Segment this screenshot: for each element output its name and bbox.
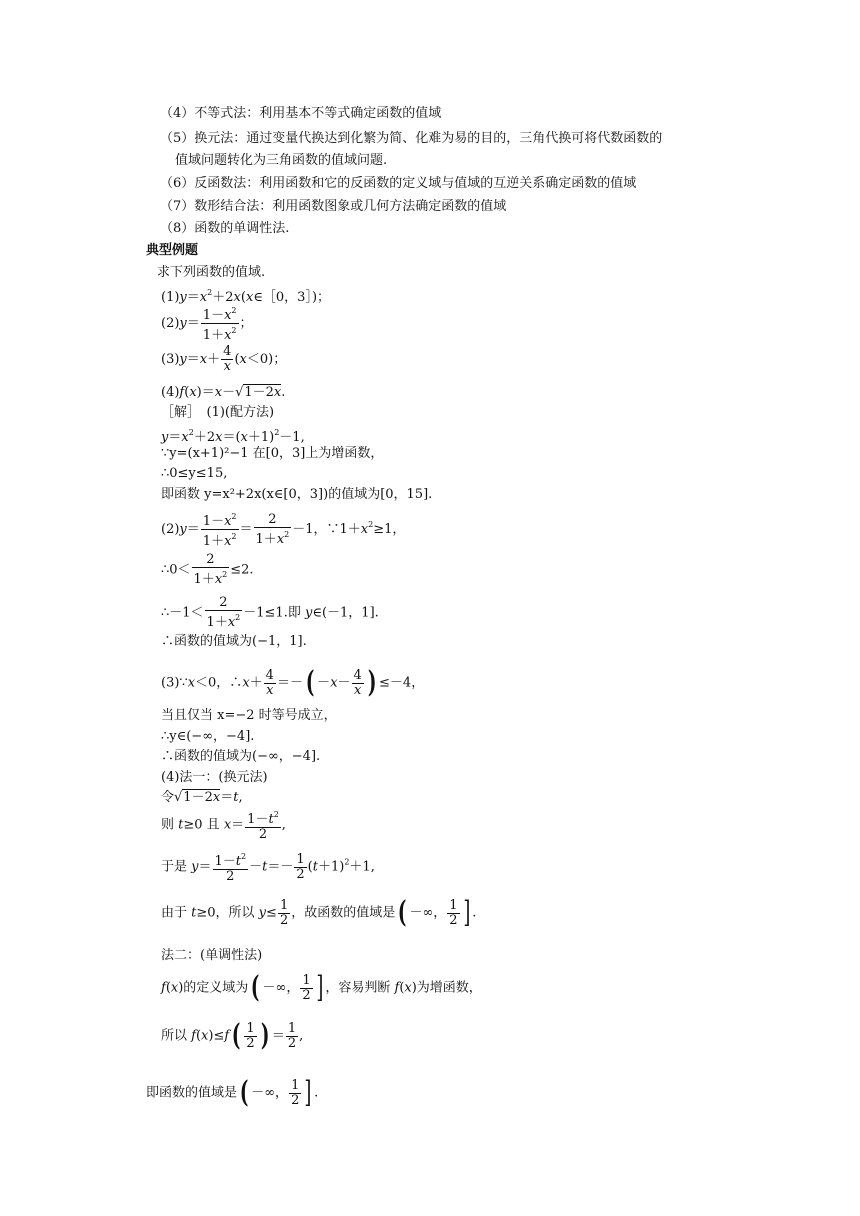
method-1-line1: 令√1－2x＝t,	[161, 790, 243, 805]
solution-1-line4: 即函数 y=x²+2x(x∈[0，3])的值域为[0，15].	[161, 487, 433, 502]
method-5-cont: 值域问题转化为三角函数的值域问题.	[175, 153, 388, 168]
method-5: （5）换元法：通过变量代换达到化繁为简、化难为易的目的，三角代换可将代数函数的	[160, 131, 663, 146]
method-1-line3: 于是 y＝ $\frac{1-t^2}{2}$ －t＝－ $\frac{1}{2}$ $(t+1)^2+1$,	[161, 851, 375, 884]
problem-3: (3)y＝x＋ $\frac{4}{x}$ (x＜0)；	[161, 344, 287, 374]
solution-1-line3: ∴0≤y≤15,	[161, 466, 228, 481]
solution-3-line1: (3)∵x＜0，∴x＋ $\frac{4}{x}$ ＝－( －x－ $\frac{4}{x}$ ) ≤－4，	[161, 665, 425, 700]
solution-3-line2: 当且仅当 x=−2 时等号成立，	[161, 708, 337, 723]
method-2-line1: f(x)的定义域为( －∞， $\frac{1}{2}$ ] ，容易判断 f(x)为增函数，	[161, 970, 482, 1005]
method-1-header: (4)法一：(换元法)	[161, 770, 268, 785]
solution-1-line2: ∵y=(x+1)²−1 在[0，3]上为增函数，	[161, 446, 384, 461]
method-4: （4）不等式法：利用基本不等式确定函数的值域	[160, 106, 442, 121]
method-7: （7）数形结合法：利用函数图象或几何方法确定函数的值域	[160, 199, 507, 214]
solution-2-line4: ∴函数的值域为(−1，1].	[161, 634, 307, 649]
solution-2-line1: (2)y＝ $\frac{1-x^2}{1+x^2}$ ＝ $\frac{2}{1+x^2}$ －1，$\because 1+x^2\ge 1$，	[161, 511, 406, 549]
solution-2-line2: ∴0＜ $\frac{2}{1+x^2}$ ≤2.	[161, 552, 254, 587]
problem-intro: 求下列函数的值域.	[157, 265, 266, 280]
problem-4: (4)f(x)＝x－√1－2x.	[161, 385, 286, 400]
solution-header: ［解］ (1)(配方法)	[161, 405, 275, 420]
solution-3-line3: ∴y∈(−∞，−4].	[161, 729, 255, 744]
method-8: （8）函数的单调性法.	[160, 221, 290, 236]
solution-2-line3: ∴－1＜ $\frac{2}{1+x^2}$ －1≤1.即 y∈(－1，1].	[161, 595, 379, 630]
problem-2: (2)y＝ $\frac{1-x^2}{1+x^2}$ ；	[161, 306, 253, 343]
method-1-line4: 由于 t≥0，所以 y≤ $\frac{1}{2}$ ，故函数的值域是( －∞， $\frac{1}{2}$ ] .	[161, 895, 477, 930]
method-2-line3: 即函数的值域是( －∞， $\frac{1}{2}$ ] .	[146, 1075, 319, 1110]
solution-3-line4: ∴函数的值域为(−∞，−4].	[161, 749, 321, 764]
method-2-line2: 所以 f(x)≤f( $\frac{1}{2}$ ) ＝ $\frac{1}{2}$ ,	[161, 1018, 304, 1053]
problem-1: $(1)y=x^2+2x(x\in[0$，3］)；	[161, 288, 331, 305]
section-title: 典型例题	[146, 243, 199, 258]
method-1-line2: 则 t≥0 且 x＝ $\frac{1-t^2}{2}$ ,	[161, 810, 286, 842]
method-2-header: 法二：(单调性法)	[161, 948, 263, 963]
solution-1-line1: $y=x^2+2x=(x+1)^2-1$,	[161, 428, 305, 445]
method-6: （6）反函数法：利用函数和它的反函数的定义域与值域的互逆关系确定函数的值域	[160, 176, 637, 191]
